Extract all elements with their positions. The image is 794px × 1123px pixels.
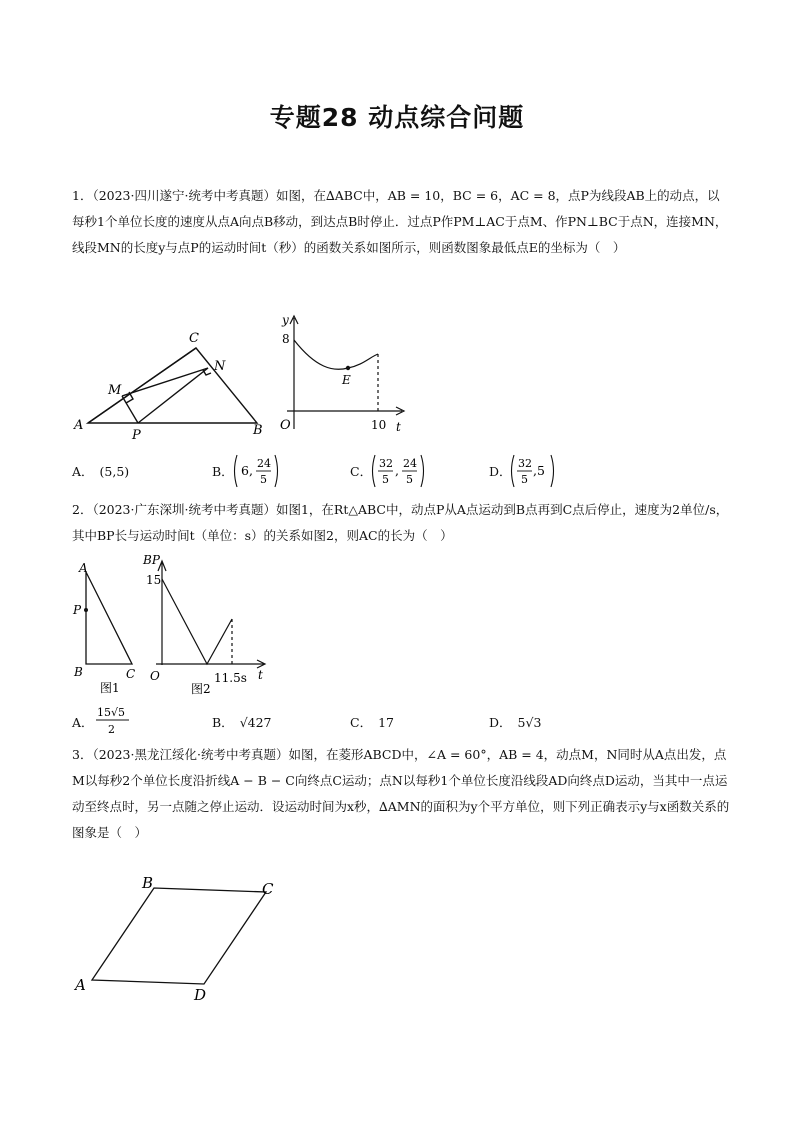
question-1-text: 1．（2023·四川遂宁·统考中考真题）如图，在∆ABC中，AB = 10，BC = 6，AC = 8，点P为线段AB上的动点，以每秒1个单位长度的速度从点A向点B移动，到达点B时停止．过点P作PM⊥AC于点M、作PN⊥BC于点N，连接MN，线段MN的长度y与点P的运动时间t（秒）的函数关系如图所示，则函数图象最低点E的坐标为（ ） (72, 188, 728, 255)
point-E-label: E (342, 373, 351, 387)
q1-triangle-figure (72, 328, 272, 443)
q2-option-a-value (95, 703, 135, 737)
y-tick-15: 15 (146, 573, 162, 587)
svg-text:,5: ,5 (533, 463, 545, 478)
svg-text:32: 32 (518, 457, 532, 470)
svg-text:5: 5 (260, 473, 267, 486)
fig1-label-P: P (73, 603, 82, 617)
svg-text:2: 2 (108, 723, 115, 736)
svg-text:15√5: 15√5 (97, 706, 126, 719)
svg-text:24: 24 (257, 457, 271, 470)
q1-option-b[interactable]: B． (212, 464, 234, 479)
rhombus-label-C: C (262, 880, 274, 898)
q1-option-a[interactable]: A． (5,5) (72, 464, 130, 479)
label-C: C (189, 331, 199, 346)
q1-option-d[interactable]: D． (489, 464, 512, 479)
q1-function-graph (278, 312, 408, 438)
rhombus-label-A: A (75, 976, 86, 994)
fig1-caption: 图1 (100, 681, 120, 695)
fig2-caption: 图2 (191, 682, 211, 696)
fig2-x-axis: t (258, 668, 263, 682)
q2-figure-1 (72, 560, 142, 698)
q2-option-a[interactable]: A． (72, 715, 94, 730)
q2-option-b[interactable]: B． √427 (212, 715, 272, 730)
svg-text:,: , (395, 463, 399, 478)
page-title: 专题28 动点综合问题 (269, 103, 525, 132)
origin-label: O (280, 418, 291, 433)
x-tick-11.5s: 11.5s (214, 671, 247, 685)
fig2-origin: O (150, 669, 160, 683)
fig1-label-A: A (79, 561, 88, 575)
q2-figure-2 (142, 553, 272, 698)
question-3-text: 3．（2023·黑龙江绥化·统考中考真题）如图，在菱形ABCD中，∠A = 60°，AB = 4，动点M，N同时从A点出发，点M以每秒2个单位长度沿折线A − B − C向终点C运动；点N以每秒1个单位长度沿线段AD向终点D运动，当其中一点运动至终点时，另一点随之停止运动．设运动时间为x秒，∆AMN的面积为y个平方单位，则下列正确表示y与x函数关系的图象是（ ） (72, 747, 730, 840)
label-B: B (253, 423, 263, 438)
q1-option-b-value (233, 454, 283, 488)
q2-option-c[interactable]: C． 17 (350, 715, 394, 730)
x-axis-label: t (396, 420, 401, 434)
svg-text:5: 5 (382, 473, 389, 486)
q1-option-c-value (371, 454, 433, 488)
fig1-label-C: C (126, 667, 136, 681)
rhombus-label-B: B (142, 874, 154, 892)
label-N: N (214, 359, 226, 374)
svg-text:6,: 6, (241, 463, 253, 478)
svg-text:24: 24 (403, 457, 417, 470)
y-tick-8: 8 (282, 332, 290, 346)
svg-text:5: 5 (521, 473, 528, 486)
y-axis-label-BP: BP (143, 553, 160, 567)
rhombus-label-D: D (194, 986, 207, 1004)
q3-rhombus-figure (72, 872, 292, 1004)
label-M: M (108, 383, 122, 398)
x-tick-10: 10 (371, 418, 387, 432)
q1-option-d-value (510, 454, 560, 488)
label-P: P (132, 428, 141, 443)
svg-text:5: 5 (406, 473, 413, 486)
q2-option-d[interactable]: D． 5√3 (489, 715, 542, 730)
question-2-text: 2．（2023·广东深圳·统考中考真题）如图1，在Rt△ABC中，动点P从A点运动到B点再到C点后停止，速度为2单位/s，其中BP长与运动时间t（单位：s）的关系如图2，则AC的长为（ ） (72, 502, 729, 543)
y-axis-label: y (282, 313, 289, 327)
fig1-label-B: B (74, 665, 83, 679)
svg-text:32: 32 (379, 457, 393, 470)
label-A: A (74, 418, 84, 433)
q1-option-c[interactable]: C． (350, 464, 373, 479)
